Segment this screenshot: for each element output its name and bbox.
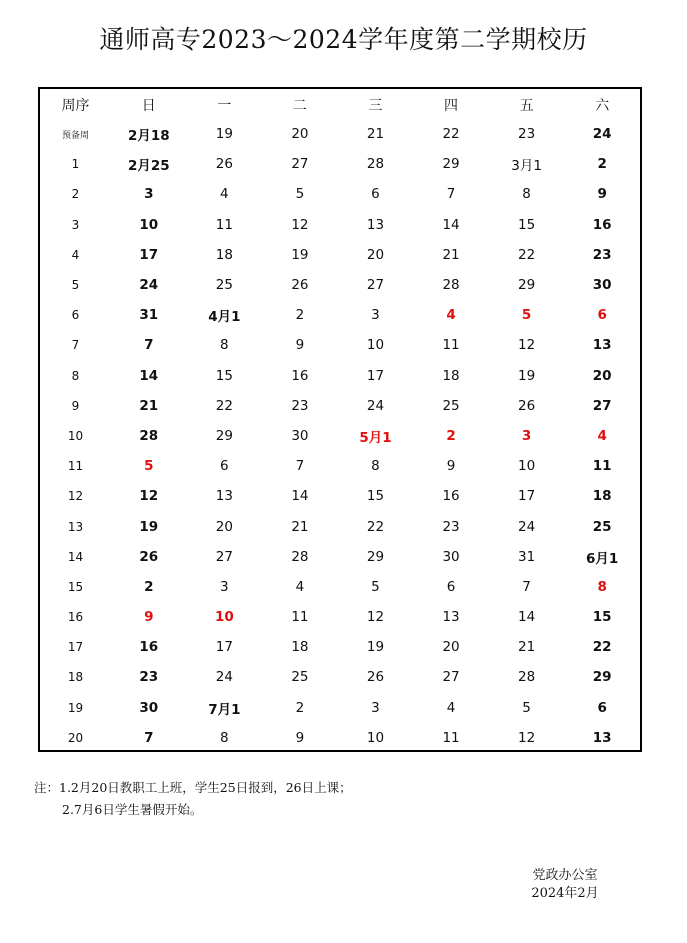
date-cell: 19 [366, 639, 385, 656]
date-cell: 18 [442, 367, 460, 384]
date-cell: 7 [446, 186, 456, 203]
date-cell: 15 [215, 367, 233, 384]
date-cell: 12 [139, 488, 159, 505]
week-number-cell: 13 [67, 519, 84, 534]
holiday-date-cell: 9 [144, 609, 154, 626]
week-number-cell: 15 [67, 579, 84, 594]
date-cell: 6 [371, 186, 380, 203]
date-cell: 29 [366, 548, 385, 565]
date-cell: 17 [139, 246, 159, 263]
date-cell: 7 [144, 729, 154, 746]
date-cell: 8 [220, 729, 229, 746]
date-cell: 2月25 [127, 158, 170, 175]
date-cell: 23 [442, 518, 460, 535]
calendar-row [40, 240, 640, 270]
date-cell: 26 [139, 548, 159, 565]
date-cell: 25 [215, 277, 233, 294]
date-cell: 18 [215, 246, 233, 263]
date-cell: 15 [518, 216, 536, 233]
week-number-cell: 12 [67, 489, 84, 504]
date-cell: 15 [366, 488, 385, 505]
date-cell: 8 [220, 337, 229, 354]
header-week: 周序 [61, 98, 90, 114]
date-cell: 13 [215, 488, 233, 505]
date-cell: 25 [592, 518, 612, 535]
holiday-date-cell: 8 [597, 578, 607, 595]
date-cell: 7月1 [208, 701, 241, 718]
week-number-cell: 9 [71, 398, 80, 413]
date-cell: 13 [592, 337, 612, 354]
calendar-row [40, 542, 640, 572]
date-cell: 2 [295, 307, 305, 324]
date-cell: 18 [592, 488, 612, 505]
date-cell: 20 [442, 639, 460, 656]
date-cell: 9 [295, 337, 305, 354]
date-cell: 3 [144, 186, 154, 203]
date-cell: 16 [442, 488, 460, 505]
date-cell: 29 [592, 669, 612, 686]
week-number-cell: 1 [71, 157, 80, 172]
week-number-cell: 2 [71, 187, 80, 202]
date-cell: 3 [371, 307, 380, 324]
date-cell: 27 [442, 669, 460, 686]
calendar-row [40, 270, 640, 300]
page-title: 通师高专2023～2024学年度第二学期校历 [99, 25, 588, 54]
holiday-date-cell: 2 [446, 427, 456, 444]
week-number-cell: 8 [71, 368, 80, 383]
calendar-row [40, 451, 640, 481]
holiday-date-cell: 5 [144, 458, 154, 475]
date-cell: 27 [291, 156, 309, 173]
header-saturday: 六 [595, 98, 610, 114]
date-cell: 17 [518, 488, 536, 505]
date-cell: 6月1 [586, 550, 619, 567]
date-cell: 29 [442, 156, 460, 173]
date-cell: 19 [291, 246, 309, 263]
calendar-row [40, 572, 640, 602]
date-cell: 26 [366, 669, 385, 686]
date-cell: 28 [291, 548, 309, 565]
date-cell: 22 [366, 518, 385, 535]
date-cell: 9 [295, 729, 305, 746]
date-cell: 16 [139, 639, 159, 656]
date-cell: 5 [522, 699, 531, 716]
holiday-date-cell: 4 [446, 307, 456, 324]
date-cell: 24 [592, 126, 612, 143]
date-cell: 23 [291, 397, 309, 414]
date-cell: 16 [291, 367, 309, 384]
date-cell: 24 [366, 397, 385, 414]
date-cell: 13 [592, 729, 612, 746]
date-cell: 31 [518, 548, 536, 565]
date-cell: 22 [592, 639, 612, 656]
calendar-row [40, 632, 640, 662]
week-number-cell: 14 [67, 549, 84, 564]
date-cell: 11 [291, 609, 309, 626]
date-cell: 19 [215, 126, 233, 143]
date-cell: 9 [446, 458, 456, 475]
date-cell: 5 [295, 186, 305, 203]
date-cell: 28 [518, 669, 536, 686]
date-cell: 29 [215, 427, 233, 444]
calendar-table-container [38, 87, 642, 752]
week-number-cell: 预备周 [61, 130, 89, 141]
date-cell: 25 [442, 397, 460, 414]
calendar-row [40, 723, 640, 753]
date-cell: 31 [139, 307, 159, 324]
week-number-cell: 6 [71, 308, 80, 323]
note-line-1: 注：1.2月20日教职工上班，学生25日报到，26日上课； [34, 780, 352, 795]
date-cell: 21 [291, 518, 309, 535]
date-cell: 20 [215, 518, 233, 535]
date-cell: 5 [371, 578, 380, 595]
calendar-row [40, 662, 640, 692]
header-monday: 一 [217, 98, 232, 114]
signature-date: 2024年2月 [531, 886, 599, 901]
week-number-cell: 18 [67, 670, 84, 685]
date-cell: 10 [366, 337, 385, 354]
date-cell: 24 [215, 669, 233, 686]
date-cell: 27 [592, 397, 612, 414]
date-cell: 29 [518, 277, 536, 294]
date-cell: 6 [597, 699, 607, 716]
calendar-row [40, 421, 640, 451]
date-cell: 21 [518, 639, 536, 656]
date-cell: 15 [592, 609, 612, 626]
date-cell: 19 [518, 367, 536, 384]
date-cell: 3月1 [511, 158, 542, 175]
date-cell: 12 [366, 609, 385, 626]
date-cell: 22 [518, 246, 536, 263]
holiday-date-cell: 5月1 [359, 429, 392, 446]
date-cell: 3 [371, 699, 380, 716]
date-cell: 14 [291, 488, 309, 505]
date-cell: 23 [518, 126, 536, 143]
notes [34, 777, 352, 821]
calendar-row [40, 210, 640, 240]
date-cell: 28 [366, 156, 385, 173]
date-cell: 12 [518, 729, 536, 746]
date-cell: 20 [291, 126, 309, 143]
date-cell: 10 [518, 458, 536, 475]
date-cell: 22 [442, 126, 460, 143]
date-cell: 12 [291, 216, 309, 233]
date-cell: 19 [139, 518, 159, 535]
date-cell: 7 [522, 578, 531, 595]
date-cell: 24 [139, 277, 159, 294]
calendar-row [40, 119, 640, 149]
calendar-row [40, 481, 640, 511]
date-cell: 4月1 [208, 309, 241, 326]
header-sunday: 日 [141, 98, 156, 114]
date-cell: 27 [215, 548, 233, 565]
date-cell: 26 [518, 397, 536, 414]
date-cell: 9 [597, 186, 607, 203]
date-cell: 10 [366, 729, 385, 746]
date-cell: 13 [366, 216, 385, 233]
date-cell: 28 [442, 277, 460, 294]
date-cell: 17 [366, 367, 385, 384]
date-cell: 10 [139, 216, 159, 233]
date-cell: 26 [291, 277, 309, 294]
date-cell: 14 [518, 609, 536, 626]
holiday-date-cell: 6 [597, 307, 607, 324]
header-wednesday: 三 [368, 98, 383, 114]
week-number-cell: 10 [67, 428, 84, 443]
date-cell: 20 [592, 367, 612, 384]
holiday-date-cell: 4 [597, 427, 607, 444]
holiday-date-cell: 3 [521, 427, 532, 444]
date-cell: 3 [220, 578, 229, 595]
date-cell: 20 [366, 246, 385, 263]
date-cell: 4 [220, 186, 229, 203]
date-cell: 21 [366, 126, 385, 143]
date-cell: 8 [522, 186, 531, 203]
date-cell: 27 [366, 277, 385, 294]
date-cell: 18 [291, 639, 309, 656]
header-thursday: 四 [444, 98, 459, 114]
date-cell: 12 [518, 337, 536, 354]
calendar-row [40, 300, 640, 330]
date-cell: 14 [139, 367, 159, 384]
date-cell: 6 [220, 458, 229, 475]
week-number-cell: 5 [71, 278, 80, 293]
signature-office: 党政办公室 [532, 868, 598, 883]
date-cell: 21 [442, 246, 460, 263]
calendar-row [40, 330, 640, 360]
date-cell: 11 [442, 337, 460, 354]
date-cell: 4 [295, 578, 305, 595]
date-cell: 2 [144, 578, 154, 595]
signature-block [510, 867, 620, 903]
date-cell: 11 [215, 216, 233, 233]
date-cell: 2月18 [127, 128, 170, 145]
date-cell: 11 [442, 729, 460, 746]
week-number-cell: 20 [67, 730, 84, 745]
calendar-row [40, 391, 640, 421]
date-cell: 23 [139, 669, 159, 686]
calendar-row [40, 511, 640, 541]
date-cell: 30 [442, 548, 460, 565]
date-cell: 25 [291, 669, 309, 686]
week-number-cell: 7 [71, 338, 80, 353]
date-cell: 14 [442, 216, 460, 233]
week-number-cell: 11 [67, 459, 84, 474]
date-cell: 16 [592, 216, 612, 233]
date-cell: 2 [295, 699, 305, 716]
date-cell: 26 [215, 156, 233, 173]
week-number-cell: 16 [67, 610, 84, 625]
week-number-cell: 4 [71, 247, 80, 262]
calendar-row [40, 602, 640, 632]
calendar-row [40, 693, 640, 723]
date-cell: 30 [291, 427, 309, 444]
date-cell: 13 [442, 609, 460, 626]
week-number-cell: 19 [67, 700, 84, 715]
date-cell: 7 [295, 458, 305, 475]
calendar-body [40, 119, 640, 753]
date-cell: 11 [592, 458, 612, 475]
holiday-date-cell: 5 [521, 307, 532, 324]
date-cell: 23 [592, 246, 612, 263]
calendar-row [40, 179, 640, 209]
header-row [40, 91, 640, 119]
date-cell: 6 [446, 578, 456, 595]
date-cell: 17 [215, 639, 233, 656]
note-line-2: 2.7月6日学生暑假开始。 [62, 802, 203, 817]
header-tuesday: 二 [292, 98, 307, 114]
date-cell: 24 [518, 518, 536, 535]
date-cell: 8 [371, 458, 380, 475]
header-friday: 五 [519, 98, 534, 114]
date-cell: 21 [139, 397, 159, 414]
date-cell: 2 [597, 156, 607, 173]
holiday-date-cell: 10 [214, 609, 234, 626]
date-cell: 28 [139, 427, 159, 444]
date-cell: 7 [144, 337, 154, 354]
calendar-row [40, 361, 640, 391]
date-cell: 4 [446, 699, 456, 716]
date-cell: 30 [139, 699, 159, 716]
week-number-cell: 3 [71, 217, 80, 232]
calendar-row [40, 149, 640, 179]
calendar-table [40, 91, 640, 753]
week-number-cell: 17 [67, 640, 84, 655]
date-cell: 22 [215, 397, 233, 414]
date-cell: 30 [592, 277, 612, 294]
